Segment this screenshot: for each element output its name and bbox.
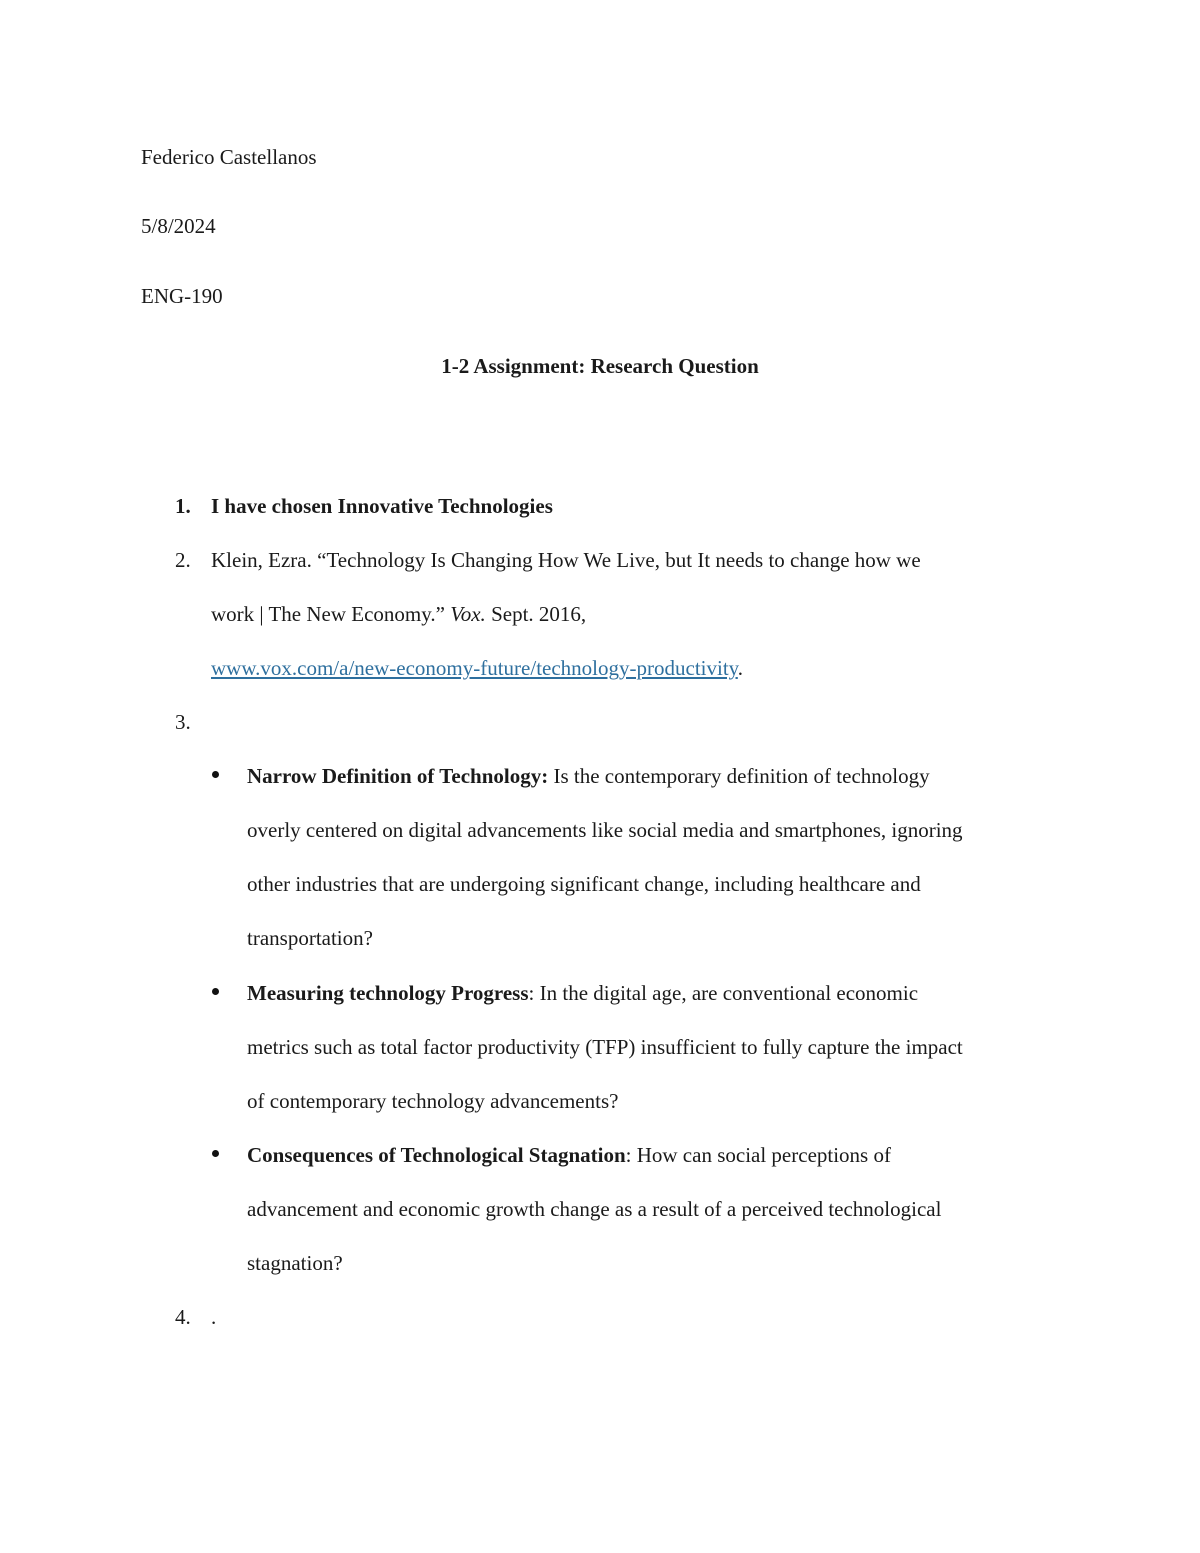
bullet-1-line-2: overly centered on digital advancements like social media and smartphones, ignoring [247,818,963,842]
bullet-3-text: : How can social perceptions of [625,1143,891,1167]
bullet-2-text: : In the digital age, are conventional economic [528,981,919,1005]
author-name: Federico Castellanos [141,145,317,169]
bullet-1-line-4: transportation? [247,926,373,950]
citation-text: work | The New Economy.” [211,602,451,626]
bullet-1-line-1 [247,766,930,787]
list-number-1: 1. [175,494,191,518]
bullet-2-line-2: metrics such as total factor productivity (TFP) insufficient to fully capture the impact [247,1035,963,1059]
bullet-1-heading: Narrow Definition of Technology: [247,764,549,788]
citation-source: Vox. [450,602,486,626]
bullet-2-line-1 [247,983,918,1004]
bullet-icon [212,771,219,778]
bullet-2-line-3: of contemporary technology advancements? [247,1089,619,1113]
bullet-icon [212,1150,219,1157]
list-number-3: 3. [175,710,191,734]
citation-date: Sept. 2016, [485,602,587,626]
citation-line-1: Klein, Ezra. “Technology Is Changing How We Live, but It needs to change how we [211,548,921,572]
course-code: ENG-190 [141,284,223,308]
document-date: 5/8/2024 [141,214,216,238]
bullet-1-text: Is the contemporary definition of technology [548,764,930,788]
bullet-2-heading: Measuring technology Progress [247,981,529,1005]
bullet-3-line-1 [247,1145,891,1166]
citation-line-2 [211,604,586,625]
list-number-4: 4. [175,1305,191,1329]
citation-url-link[interactable]: www.vox.com/a/new-economy-future/technology-productivity [211,656,738,680]
bullet-3-line-2: advancement and economic growth change as a result of a perceived technological [247,1197,942,1221]
page-title: 1-2 Assignment: Research Question [441,354,759,378]
citation-line-3 [211,658,743,679]
list-number-2: 2. [175,548,191,572]
chosen-topic: I have chosen Innovative Technologies [211,494,553,518]
bullet-3-line-3: stagnation? [247,1251,343,1275]
bullet-1-line-3: other industries that are undergoing significant change, including healthcare and [247,872,921,896]
bullet-icon [212,988,219,995]
bullet-3-heading: Consequences of Technological Stagnation [247,1143,626,1167]
citation-url-period: . [737,656,744,680]
item-4-text: . [211,1305,217,1329]
